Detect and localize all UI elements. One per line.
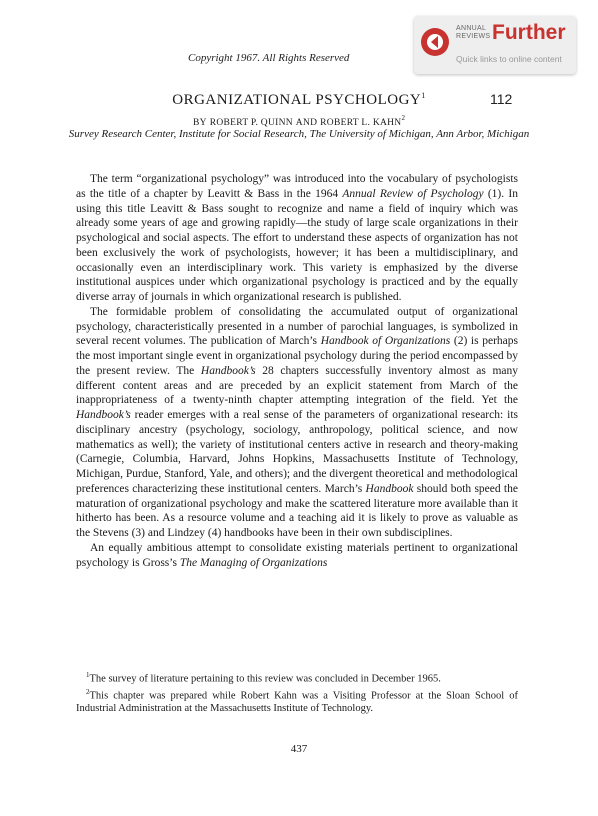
- badge-reviews-text: REVIEWS: [456, 33, 491, 40]
- italic-title: Handbook: [365, 482, 414, 495]
- author-by: BY: [193, 117, 207, 128]
- text-run: An equally ambitious attempt to consolidate existing materials pertinent to organizational psychology is Gross’s: [76, 541, 518, 569]
- article-title-text: ORGANIZATIONAL PSYCHOLOGY: [172, 92, 422, 108]
- paragraph-3: [76, 541, 518, 571]
- text-run: (2) is perhaps the most important single event in organizational psychology during the period encompassed by the present review. The: [76, 335, 519, 377]
- italic-title: Handbook’s: [76, 409, 131, 421]
- text-run: The formidable problem of consolidating the accumulated output of organizational psychology, characteristically presented in a number of parochial languages, is symbolized in several recent volumes. The publication of March’s: [76, 305, 518, 348]
- page-label: 112: [490, 91, 513, 107]
- author-footnote-mark[interactable]: 2: [401, 114, 405, 122]
- affiliation: Survey Research Center, Institute for Social Research, The University of Michigan, Ann Arbor, Michigan: [68, 128, 530, 140]
- author-and: AND: [295, 117, 318, 128]
- paragraph-2: [76, 305, 518, 541]
- text-run: should both speed the maturation of organizational psychology and make the scattered literature more available than it hitherto has been. As a resource volume and a teaching aid it is likely to prove as valuable as the Stevens (3) and Lindzey (4) handbooks have been in their own subdisciplines.: [76, 482, 518, 539]
- further-label: Further: [492, 21, 566, 44]
- paragraph-1: [76, 172, 518, 305]
- text-run: 28 chapters successfully inventory almost as many different content areas and are preceded by an explicit statement from March of the inappropriateness of a twenty-ninth chapter attempting integration of the field. Yet the: [76, 364, 518, 407]
- further-logo-icon: [420, 27, 450, 57]
- italic-title: Handbook of Organizations: [320, 335, 451, 348]
- annual-reviews-wordmark: [456, 25, 490, 41]
- italic-title: The Managing of Organizations: [179, 556, 328, 569]
- badge-annual-text: ANNUAL: [456, 25, 487, 32]
- text-run: The term “organizational psychology” was introduced into the vocabulary of psychologists as the title of a chapter by Leavitt & Bass in the 1964: [76, 173, 518, 200]
- footnote-1: [76, 669, 518, 686]
- page-number: 437: [290, 743, 308, 755]
- footnote-mark: 2: [86, 688, 90, 696]
- footnote-mark: 1: [86, 671, 90, 679]
- footnote-text: This chapter was prepared while Robert Kahn was a Visiting Professor at the Sloan School of Industrial Administration at the Massachusetts Institute of Technology.: [76, 690, 518, 714]
- text-run: reader emerges with a real sense of the parameters of organizational research: its disciplinary ancestry (psychology, sociology, anthropology, political science, and now mathematics as well); the variety of institutional centers active in research and theory-making (Carnegie, Columbia, Harvard, Johns Hopkins, Massachusetts Institute of Technology, Michigan, Purdue, Stanford, Yale, and others); and the divergent theoretical and methodological preferences characterizing these institutional centers. March’s: [76, 409, 518, 495]
- italic-title: Handbook’s: [200, 364, 256, 377]
- author-1: ROBERT P. QUINN: [209, 117, 293, 128]
- copyright-notice: Copyright 1967. All Rights Reserved: [188, 52, 350, 64]
- author-line: [0, 114, 598, 128]
- footnote-text: The survey of literature pertaining to this review was concluded in December 1965.: [89, 673, 441, 685]
- title-footnote-mark[interactable]: 1: [421, 91, 426, 100]
- italic-title: Annual Review of Psychology: [342, 187, 484, 200]
- annual-reviews-further-badge[interactable]: [414, 16, 576, 74]
- text-run: (1). In using this title Leavitt & Bass sought to recognize and name a field of inquiry which was already some years of age and growing rapidly—the study of large scale organizations in their psychological and social aspects. The effort to understand these aspects of organization has not been exclusively the work of psychologists, however; it has been a multidisciplinary, and occasionally even an interdisciplinary work. This variety is emphasized by the diverse institutional auspices under which organizational psychology is practiced and by the equally diverse array of journals in which organizational research is published.: [76, 187, 518, 303]
- article-body: [76, 172, 518, 570]
- badge-tagline: Quick links to online content: [456, 54, 562, 64]
- footnotes: [76, 669, 518, 716]
- author-2: ROBERT L. KAHN: [320, 117, 402, 128]
- footnote-2: [76, 686, 518, 716]
